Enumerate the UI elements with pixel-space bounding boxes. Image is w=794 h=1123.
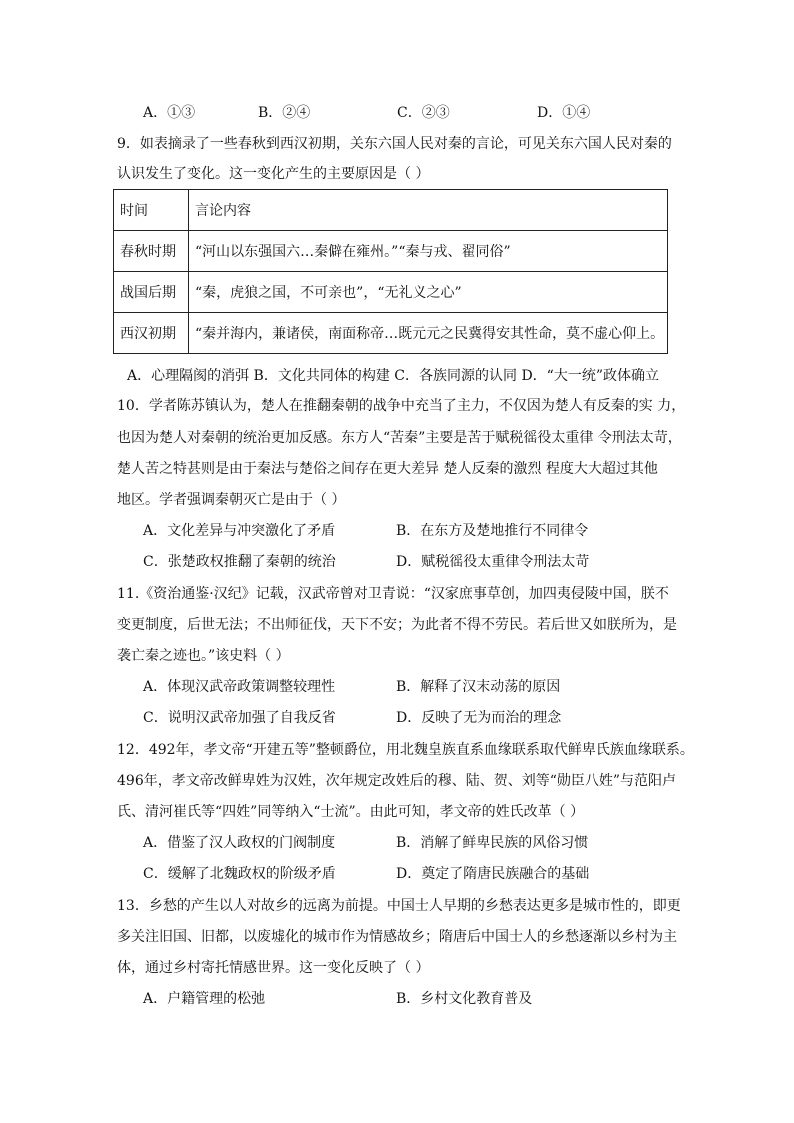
q11-option-d[interactable]: D．反映了无为而治的理念 xyxy=(396,710,562,726)
q10-option-b[interactable]: B．在东方及楚地推行不同律令 xyxy=(396,523,589,539)
q12-option-a[interactable]: A．借鉴了汉人政权的门阀制度 xyxy=(143,835,336,851)
table-row xyxy=(114,231,668,272)
q13-option-a[interactable]: A．户籍管理的松弛 xyxy=(143,991,266,1007)
q12-option-d[interactable]: D．奠定了隋唐民族融合的基础 xyxy=(396,866,590,882)
q10-option-d[interactable]: D．赋税徭役太重律令刑法太苛 xyxy=(396,554,590,570)
q11-stem-line-1: 11.《资治通鉴·汉纪》记载，汉武帝曾对卫青说：“汉家庶事草创，加四夷侵陵中国，朕不 xyxy=(117,586,669,602)
table-row xyxy=(114,272,668,313)
q12-stem-line-3: 氏、清河崔氏等“四姓”同等纳入“士流”。由此可知，孝文帝的姓氏改革（ ） xyxy=(117,804,585,820)
q11-stem-line-3: 袭亡秦之迹也。”该史料（ ） xyxy=(117,648,290,664)
q9-stem-line-2: 认识发生了变化。这一变化产生的主要原因是（ ） xyxy=(117,166,430,182)
table-cell-quote: “秦，虎狼之国，不可亲也”，“无礼义之心” xyxy=(189,272,668,313)
table-cell-quote: “河山以东强国六…秦僻在雍州。”“秦与戎、翟同俗” xyxy=(189,231,668,272)
table-header-row xyxy=(114,190,668,231)
table-cell-period: 春秋时期 xyxy=(114,231,189,272)
q10-option-c[interactable]: C．张楚政权推翻了秦朝的统治 xyxy=(143,554,336,570)
q11-option-c[interactable]: C．说明汉武帝加强了自我反省 xyxy=(143,710,336,726)
q9-options-line[interactable]: A．心理隔阂的消弭 B．文化共同体的构建 C．各族同源的认同 D．“大一统”政体确立 xyxy=(127,368,659,384)
table-cell-period: 战国后期 xyxy=(114,272,189,313)
table-header-content: 言论内容 xyxy=(189,190,668,231)
q10-stem-line-2: 也因为楚人对秦朝的统治更加反感。东方人“苦秦”主要是苦于赋税徭役太重律 令刑法太苛， xyxy=(117,430,682,446)
q11-stem-line-2: 变更制度，后世无法；不出师征伐，天下不安；为此者不得不劳民。若后世又如朕所为，是 xyxy=(117,617,677,633)
table-header-time: 时间 xyxy=(114,190,189,231)
table-row xyxy=(114,313,668,354)
q12-stem-line-2: 496年，孝文帝改鲜卑姓为汉姓，次年规定改姓后的穆、陆、贺、刘等“勋臣八姓”与范阳卢 xyxy=(117,773,677,789)
q9-stem-line-1: 9．如表摘录了一些春秋到西汉初期，关东六国人民对秦的言论，可见关东六国人民对秦的 xyxy=(117,136,672,152)
q13-stem-line-1: 13．乡愁的产生以人对故乡的远离为前提。中国士人早期的乡愁表达更多是城市性的，即更 xyxy=(117,898,681,914)
q12-option-c[interactable]: C．缓解了北魏政权的阶级矛盾 xyxy=(143,866,336,882)
q10-stem-line-1: 10．学者陈苏镇认为，楚人在推翻秦朝的战争中充当了主力，不仅因为楚人有反秦的实 力， xyxy=(117,398,686,414)
q10-stem-line-4: 地区。学者强调秦朝灭亡是由于（ ） xyxy=(117,492,346,508)
q8-option-c[interactable]: C．②③ xyxy=(397,105,450,121)
table-cell-quote: “秦并海内，兼诸侯，南面称帝…既元元之民冀得安其性命，莫不虚心仰上。 xyxy=(189,313,668,354)
q8-option-d[interactable]: D．①④ xyxy=(537,105,591,121)
q11-option-b[interactable]: B．解释了汉末动荡的原因 xyxy=(396,679,561,695)
q10-option-a[interactable]: A．文化差异与冲突激化了矛盾 xyxy=(143,523,336,539)
q9-quote-table xyxy=(113,189,668,354)
q8-option-a[interactable]: A．①③ xyxy=(143,105,196,121)
q13-stem-line-2: 多关注旧国、旧都，以废墟化的城市作为情感故乡；隋唐后中国士人的乡愁逐渐以乡村为主 xyxy=(117,929,677,945)
q11-option-a[interactable]: A．体现汉武帝政策调整较理性 xyxy=(143,679,336,695)
q13-option-b[interactable]: B．乡村文化教育普及 xyxy=(396,991,533,1007)
q12-stem-line-1: 12．492年，孝文帝“开建五等”整顿爵位，用北魏皇族直系血缘联系取代鲜卑氏族血缘联系。 xyxy=(117,742,694,758)
q8-option-b[interactable]: B．②④ xyxy=(258,105,311,121)
q10-stem-line-3: 楚人苦之特甚则是由于秦法与楚俗之间存在更大差异 楚人反秦的激烈 程度大大超过其他 xyxy=(117,461,658,477)
q12-option-b[interactable]: B．消解了鲜卑民族的风俗习惯 xyxy=(396,835,589,851)
table-cell-period: 西汉初期 xyxy=(114,313,189,354)
q13-stem-line-3: 体，通过乡村寄托情感世界。这一变化反映了（ ） xyxy=(117,960,430,976)
